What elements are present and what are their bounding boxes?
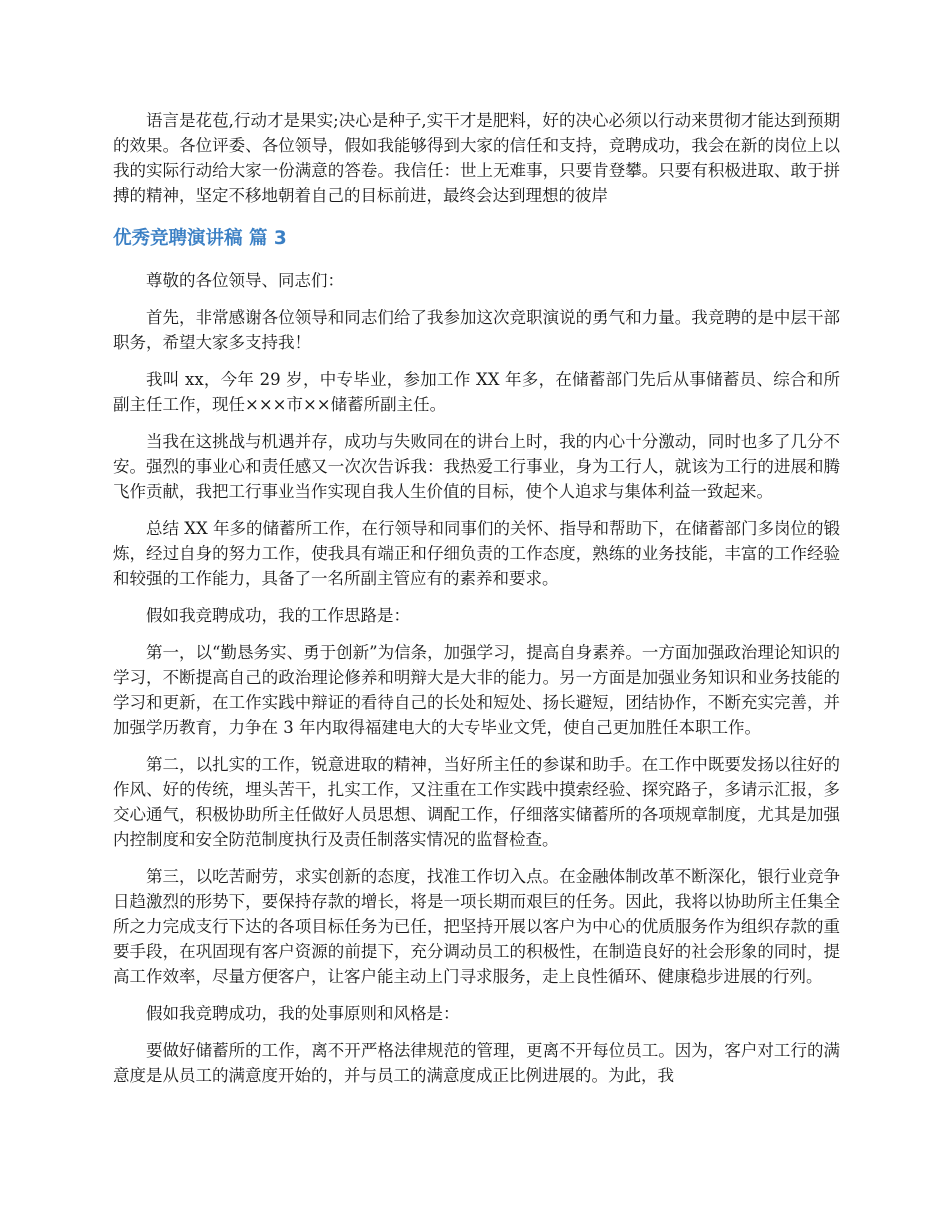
body-paragraph: 第二，以扎实的工作，锐意进取的精神，当好所主任的参谋和助手。在工作中既要发扬以往好的作风、好的传统，埋头苦干，扎实工作，又注重在工作实践中摸索经验、探究路子，多请示汇报，多交心通气，积极协助所主任做好人员思想、调配工作，仔细落实储蓄所的各项规章制度，尤其是加强内控制度和安全防范制度执行及责任制落实情况的监督检查。 — [113, 755, 840, 849]
body-paragraph: 首先，非常感谢各位领导和同志们给了我参加这次竞职演说的勇气和力量。我竞聘的是中层干部职务，希望大家多支持我！ — [113, 308, 840, 352]
body-paragraph: 假如我竞聘成功，我的处事原则和风格是： — [146, 1004, 460, 1023]
body-paragraph: 我叫 xx，今年 29 岁，中专毕业，参加工作 XX 年多，在储蓄部门先后从事储蓄员、综合和所副主任工作，现任×××市××储蓄所副主任。 — [113, 370, 840, 414]
section-title: 优秀竞聘演讲稿 篇 3 — [113, 228, 287, 249]
body-paragraph: 假如我竞聘成功，我的工作思路是： — [146, 606, 410, 625]
body-paragraph: 总结 XX 年多的储蓄所工作，在行领导和同事们的关怀、指导和帮助下，在储蓄部门多岗位的锻炼，经过自身的努力工作，使我具有端正和仔细负责的工作态度，熟练的业务技能，丰富的工作经验和较强的工作能力，具备了一名所副主管应有的素养和要求。 — [113, 519, 840, 588]
document-page — [113, 108, 840, 1100]
body-paragraph: 要做好储蓄所的工作，离不开严格法律规范的管理，更离不开每位员工。因为，客户对工行的满意度是从员工的满意度开始的，并与员工的满意度成正比例进展的。为此，我 — [113, 1041, 840, 1085]
body-paragraph: 第三，以吃苦耐劳，求实创新的态度，找准工作切入点。在金融体制改革不断深化，银行业竞争日趋激烈的形势下，要保持存款的增长，将是一项长期而艰巨的任务。因此，我将以协助所主任集全所之力完成支行下达的各项目标任务为已任，把坚持开展以客户为中心的优质服务作为组织存款的重要手段，在巩固现有客户资源的前提下，充分调动员工的积极性，在制造良好的社会形象的同时，提高工作效率，尽量方便客户，让客户能主动上门寻求服务，走上良性循环、健康稳步进展的行列。 — [113, 867, 840, 986]
salutation-paragraph: 尊敬的各位领导、同志们： — [146, 271, 344, 290]
body-paragraph: 当我在这挑战与机遇并存，成功与失败同在的讲台上时，我的内心十分激动，同时也多了几分不安。强烈的事业心和责任感又一次次告诉我：我热爱工行事业，身为工行人，就该为工行的进展和腾飞作贡献，我把工行事业当作实现自我人生价值的目标，使个人追求与集体利益一致起来。 — [113, 432, 840, 501]
intro-paragraph: 语言是花苞,行动才是果实;决心是种子,实干才是肥料，好的决心必须以行动来贯彻才能达到预期的效果。各位评委、各位领导，假如我能够得到大家的信任和支持，竞聘成功，我会在新的岗位上以我的实际行动给大家一份满意的答卷。我信任：世上无难事，只要肯登攀。只要有积极进取、敢于拼搏的精神，坚定不移地朝着自己的目标前进，最终会达到理想的彼岸 — [113, 111, 840, 205]
body-paragraph: 第一，以“勤恳务实、勇于创新”为信条，加强学习，提高自身素养。一方面加强政治理论知识的学习，不断提高自己的政治理论修养和明辩大是大非的能力。另一方面是加强业务知识和业务技能的学习和更新，在工作实践中辩证的看待自己的长处和短处、扬长避短，团结协作，不断充实完善，并加强学历教育，力争在 3 年内取得福建电大的大专毕业文凭，使自己更加胜任本职工作。 — [113, 643, 840, 737]
